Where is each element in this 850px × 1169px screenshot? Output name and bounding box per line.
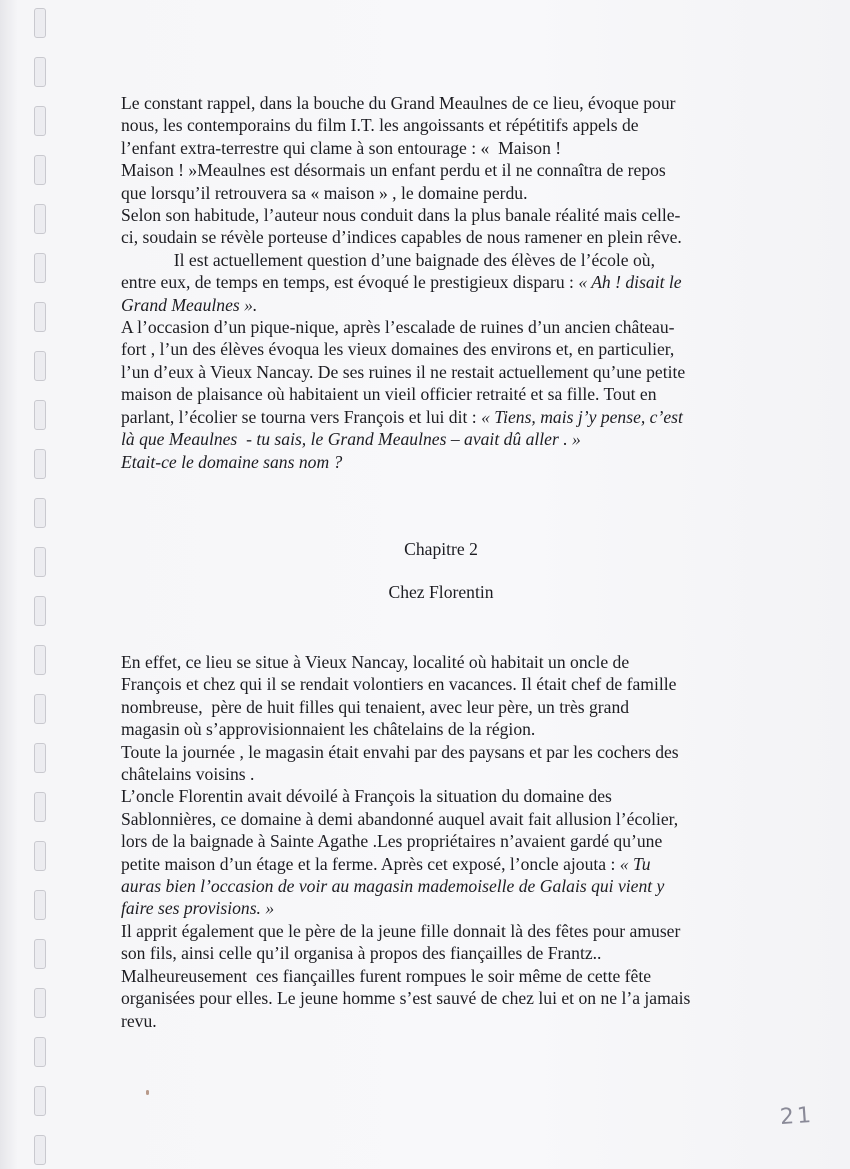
paragraph-block-2 (121, 651, 761, 1032)
text-line (121, 226, 761, 248)
chapter-subtitle: Chez Florentin (388, 582, 494, 602)
paper-speck (146, 1090, 149, 1095)
text-line (121, 763, 761, 785)
binder-hole (34, 1086, 46, 1116)
text-line (121, 942, 761, 964)
binder-hole (34, 841, 46, 871)
line-text: petite maison d’un étage et la ferme. Après cet exposé, l’oncle ajouta : (121, 853, 620, 874)
text-line (121, 920, 761, 942)
binder-hole (34, 1135, 46, 1165)
text-line (121, 361, 761, 383)
chapter-title: Chapitre 2 (404, 539, 478, 559)
line-text: En effet, ce lieu se situe à Vieux Nancay, localité où habitait un oncle de (121, 652, 630, 672)
text-line (121, 651, 761, 673)
line-text: magasin où s’approvisionnaient les châtelains de la région. (121, 719, 536, 740)
line-text: Sablonnières, ce domaine à demi abandonné auquel avait fait allusion l’écolier, (121, 808, 679, 829)
line-text: Toute la journée , le magasin était envahi par des paysans et par les cochers des (121, 741, 679, 762)
line-text: fort , l’un des élèves évoqua les vieux domaines des environs et, en particulier, (121, 339, 675, 360)
text-line (121, 785, 761, 807)
line-text: l’un d’eux à Vieux Nancay. De ses ruines il ne restait actuellement qu’une petite (121, 361, 686, 382)
text-line (121, 249, 761, 271)
line-text: organisées pour elles. Le jeune homme s’est sauvé de chez lui et on ne l’a jamais (121, 988, 691, 1009)
text-line (121, 316, 761, 338)
binder-hole (34, 939, 46, 969)
line-text: Le constant rappel, dans la bouche du Grand Meaulnes de ce lieu, évoque pour (121, 93, 676, 113)
text-line (121, 159, 761, 181)
line-italic-text: faire ses provisions. » (121, 898, 275, 919)
binder-hole (34, 253, 46, 283)
line-italic-text: « Tu (619, 853, 651, 874)
binder-hole (34, 1037, 46, 1067)
line-text: Selon son habitude, l’auteur nous conduit dans la plus banale réalité mais celle- (121, 205, 681, 226)
text-line (121, 428, 761, 450)
paragraph-block-1 (121, 92, 761, 473)
binder-hole (34, 8, 46, 38)
line-text: nombreuse, père de huit filles qui tenaient, avec leur père, un très grand (121, 696, 630, 717)
binder-hole (34, 302, 46, 332)
binder-holes (34, 0, 46, 1169)
text-line (121, 1010, 761, 1032)
line-text: L’oncle Florentin avait dévoilé à François la situation du domaine des (121, 786, 612, 807)
line-italic-text: auras bien l’occasion de voir au magasin mademoiselle de Galais qui vient y (121, 876, 665, 897)
text-line (121, 875, 761, 897)
line-text: A l’occasion d’un pique-nique, après l’escalade de ruines d’un ancien château- (121, 317, 675, 338)
text-line (121, 204, 761, 226)
text-line (121, 383, 761, 405)
binder-hole (34, 57, 46, 87)
binder-hole (34, 547, 46, 577)
line-text: entre eux, de temps en temps, est évoqué le prestigieux disparu : (121, 272, 579, 293)
binder-hole (34, 743, 46, 773)
text-line (121, 271, 761, 293)
text-line (121, 965, 761, 987)
binder-hole (34, 106, 46, 136)
binder-hole (34, 155, 46, 185)
text-line (121, 451, 761, 473)
text-line (121, 114, 761, 136)
line-text: l’enfant extra-terrestre qui clame à son entourage : « Maison ! (121, 137, 562, 158)
text-line (121, 182, 761, 204)
line-text: ci, soudain se révèle porteuse d’indices capables de nous ramener en plein rêve. (121, 227, 682, 248)
line-italic-text: là que Meaulnes - tu sais, le Grand Meaulnes – avait dû aller . » (121, 429, 581, 450)
binder-hole (34, 694, 46, 724)
text-line (121, 338, 761, 360)
text-line (121, 987, 761, 1009)
text-line (121, 294, 761, 316)
binder-hole (34, 596, 46, 626)
text-line (121, 853, 761, 875)
text-line (121, 696, 761, 718)
binder-hole (34, 988, 46, 1018)
text-line (121, 897, 761, 919)
line-italic-text: Etait-ce le domaine sans nom ? (121, 451, 343, 472)
line-italic-text: Grand Meaulnes ». (121, 294, 258, 315)
line-text: son fils, ainsi celle qu’il organisa à propos des fiançailles de Frantz.. (121, 943, 602, 964)
binder-hole (34, 645, 46, 675)
binder-hole (34, 449, 46, 479)
binder-hole (34, 204, 46, 234)
text-line (121, 830, 761, 852)
text-line (121, 673, 761, 695)
binder-hole (34, 400, 46, 430)
line-text: lors de la baignade à Sainte Agathe .Les propriétaires n’avaient gardé qu’une (121, 831, 663, 852)
line-text: revu. (121, 1010, 157, 1031)
line-italic-text: « Ah ! disait le (578, 272, 682, 293)
binder-hole (34, 498, 46, 528)
line-text: parlant, l’écolier se tourna vers François et lui dit : (121, 406, 482, 427)
line-text: Il est actuellement question d’une baignade des élèves de l’école où, (121, 249, 655, 270)
line-text: Il apprit également que le père de la jeune fille donnait là des fêtes pour amuser (121, 920, 681, 941)
text-line (121, 92, 761, 114)
handwritten-page-number: 21 (779, 1102, 815, 1131)
line-text: François et chez qui il se rendait volontiers en vacances. Il était chef de famille (121, 674, 677, 695)
binder-hole (34, 792, 46, 822)
binder-hole (34, 351, 46, 381)
binder-hole (34, 890, 46, 920)
line-italic-text: « Tiens, mais j’y pense, c’est (481, 406, 683, 427)
text-line (121, 741, 761, 763)
line-text: Malheureusement ces fiançailles furent rompues le soir même de cette fête (121, 965, 652, 986)
line-text: maison de plaisance où habitaient un vieil officier retraité et sa fille. Tout en (121, 384, 657, 405)
line-text: châtelains voisins . (121, 764, 255, 785)
text-line (121, 718, 761, 740)
line-text: Maison ! »Meaulnes est désormais un enfant perdu et il ne connaîtra de repos (121, 160, 666, 181)
text-line (121, 406, 761, 428)
text-line (121, 137, 761, 159)
line-text: nous, les contemporains du film I.T. les angoissants et répétitifs appels de (121, 115, 639, 136)
line-text: que lorsqu’il retrouvera sa « maison » , le domaine perdu. (121, 182, 528, 203)
text-line (121, 808, 761, 830)
